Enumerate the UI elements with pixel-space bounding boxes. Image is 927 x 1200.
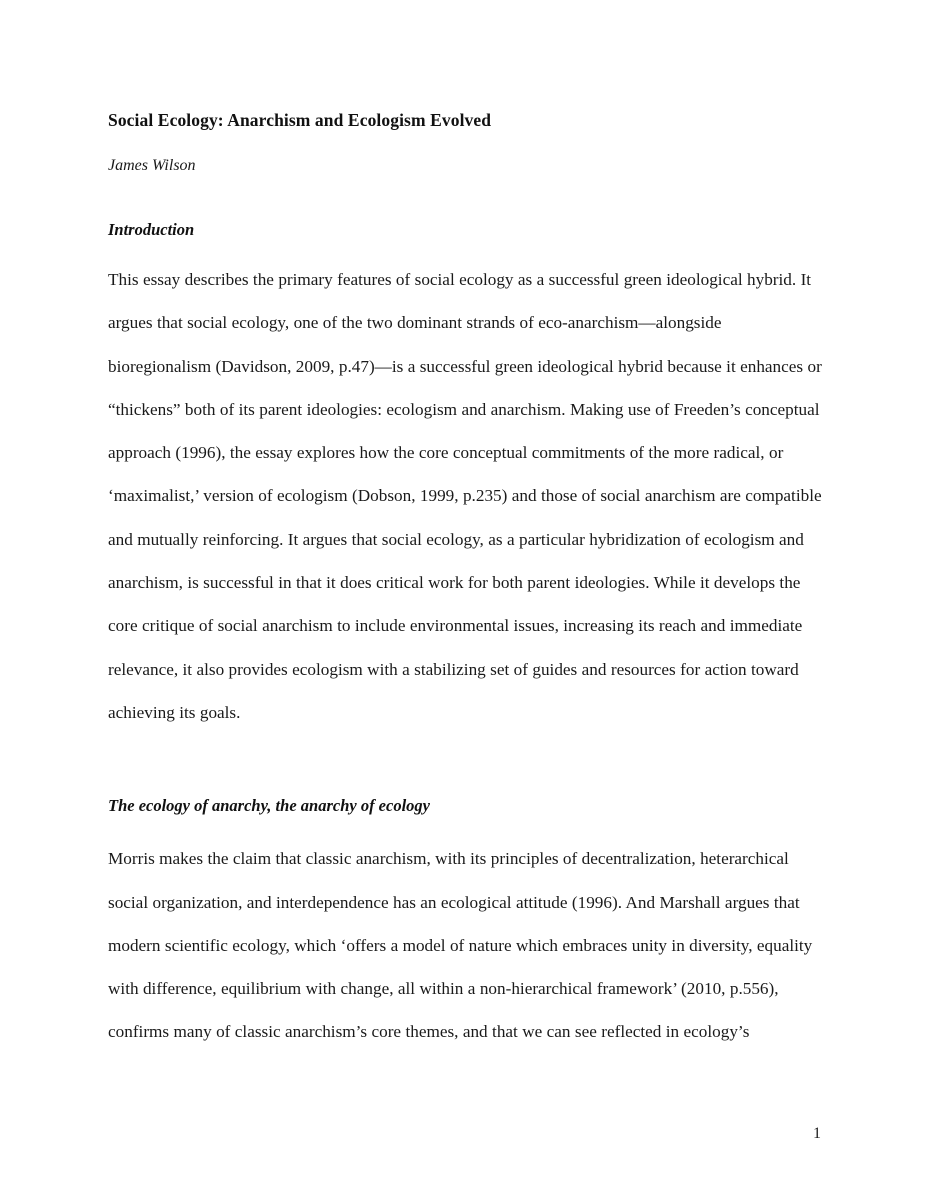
section-heading-introduction: Introduction — [108, 220, 195, 239]
section-heading-ecology-of-anarchy: The ecology of anarchy, the anarchy of ecology — [108, 796, 430, 816]
author-byline: James Wilson — [108, 157, 196, 174]
section-paragraph-introduction: This essay describes the primary features of social ecology as a successful green ideological hybrid. It argues that social ecology, one of the two dominant strands of eco-anarchism—alongside bioregionalism (Davidson, 2009, p.47)—is a successful green ideological hybrid because it enhances or “thickens” both of its parent ideologies: ecologism and anarchism. Making use of Freeden’s conceptual approach (1996), the essay explores how the core conceptual commitments of the more radical, or ‘maximalist,’ version of ecologism (Dobson, 1999, p.235) and those of social anarchism are compatible and mutually reinforcing. It argues that social ecology, as a particular hybridization of ecologism and anarchism, is successful in that it does critical work for both parent ideologies. While it develops the core critique of social anarchism to include environmental issues, increasing its reach and immediate relevance, it also provides ecologism with a stabilizing set of guides and resources for action toward achieving its goals. — [108, 270, 822, 722]
page-number: 1 — [813, 1125, 821, 1142]
section-ecology-of-anarchy — [108, 795, 822, 1053]
section-paragraph-ecology-of-anarchy: Morris makes the claim that classic anarchism, with its principles of decentralization, heterarchical social organization, and interdependence has an ecological attitude (1996). And Marshall argues that modern scientific ecology, which ‘offers a model of nature which embraces unity in diversity, equality with difference, equilibrium with change, all within a non-hierarchical framework’ (2010, p.556), confirms many of classic anarchism’s core themes, and that we can see reflected in ecology’s — [108, 849, 813, 1042]
page-title: Social Ecology: Anarchism and Ecologism Evolved — [108, 110, 492, 130]
section-introduction — [108, 219, 822, 734]
page-content — [108, 108, 822, 1054]
